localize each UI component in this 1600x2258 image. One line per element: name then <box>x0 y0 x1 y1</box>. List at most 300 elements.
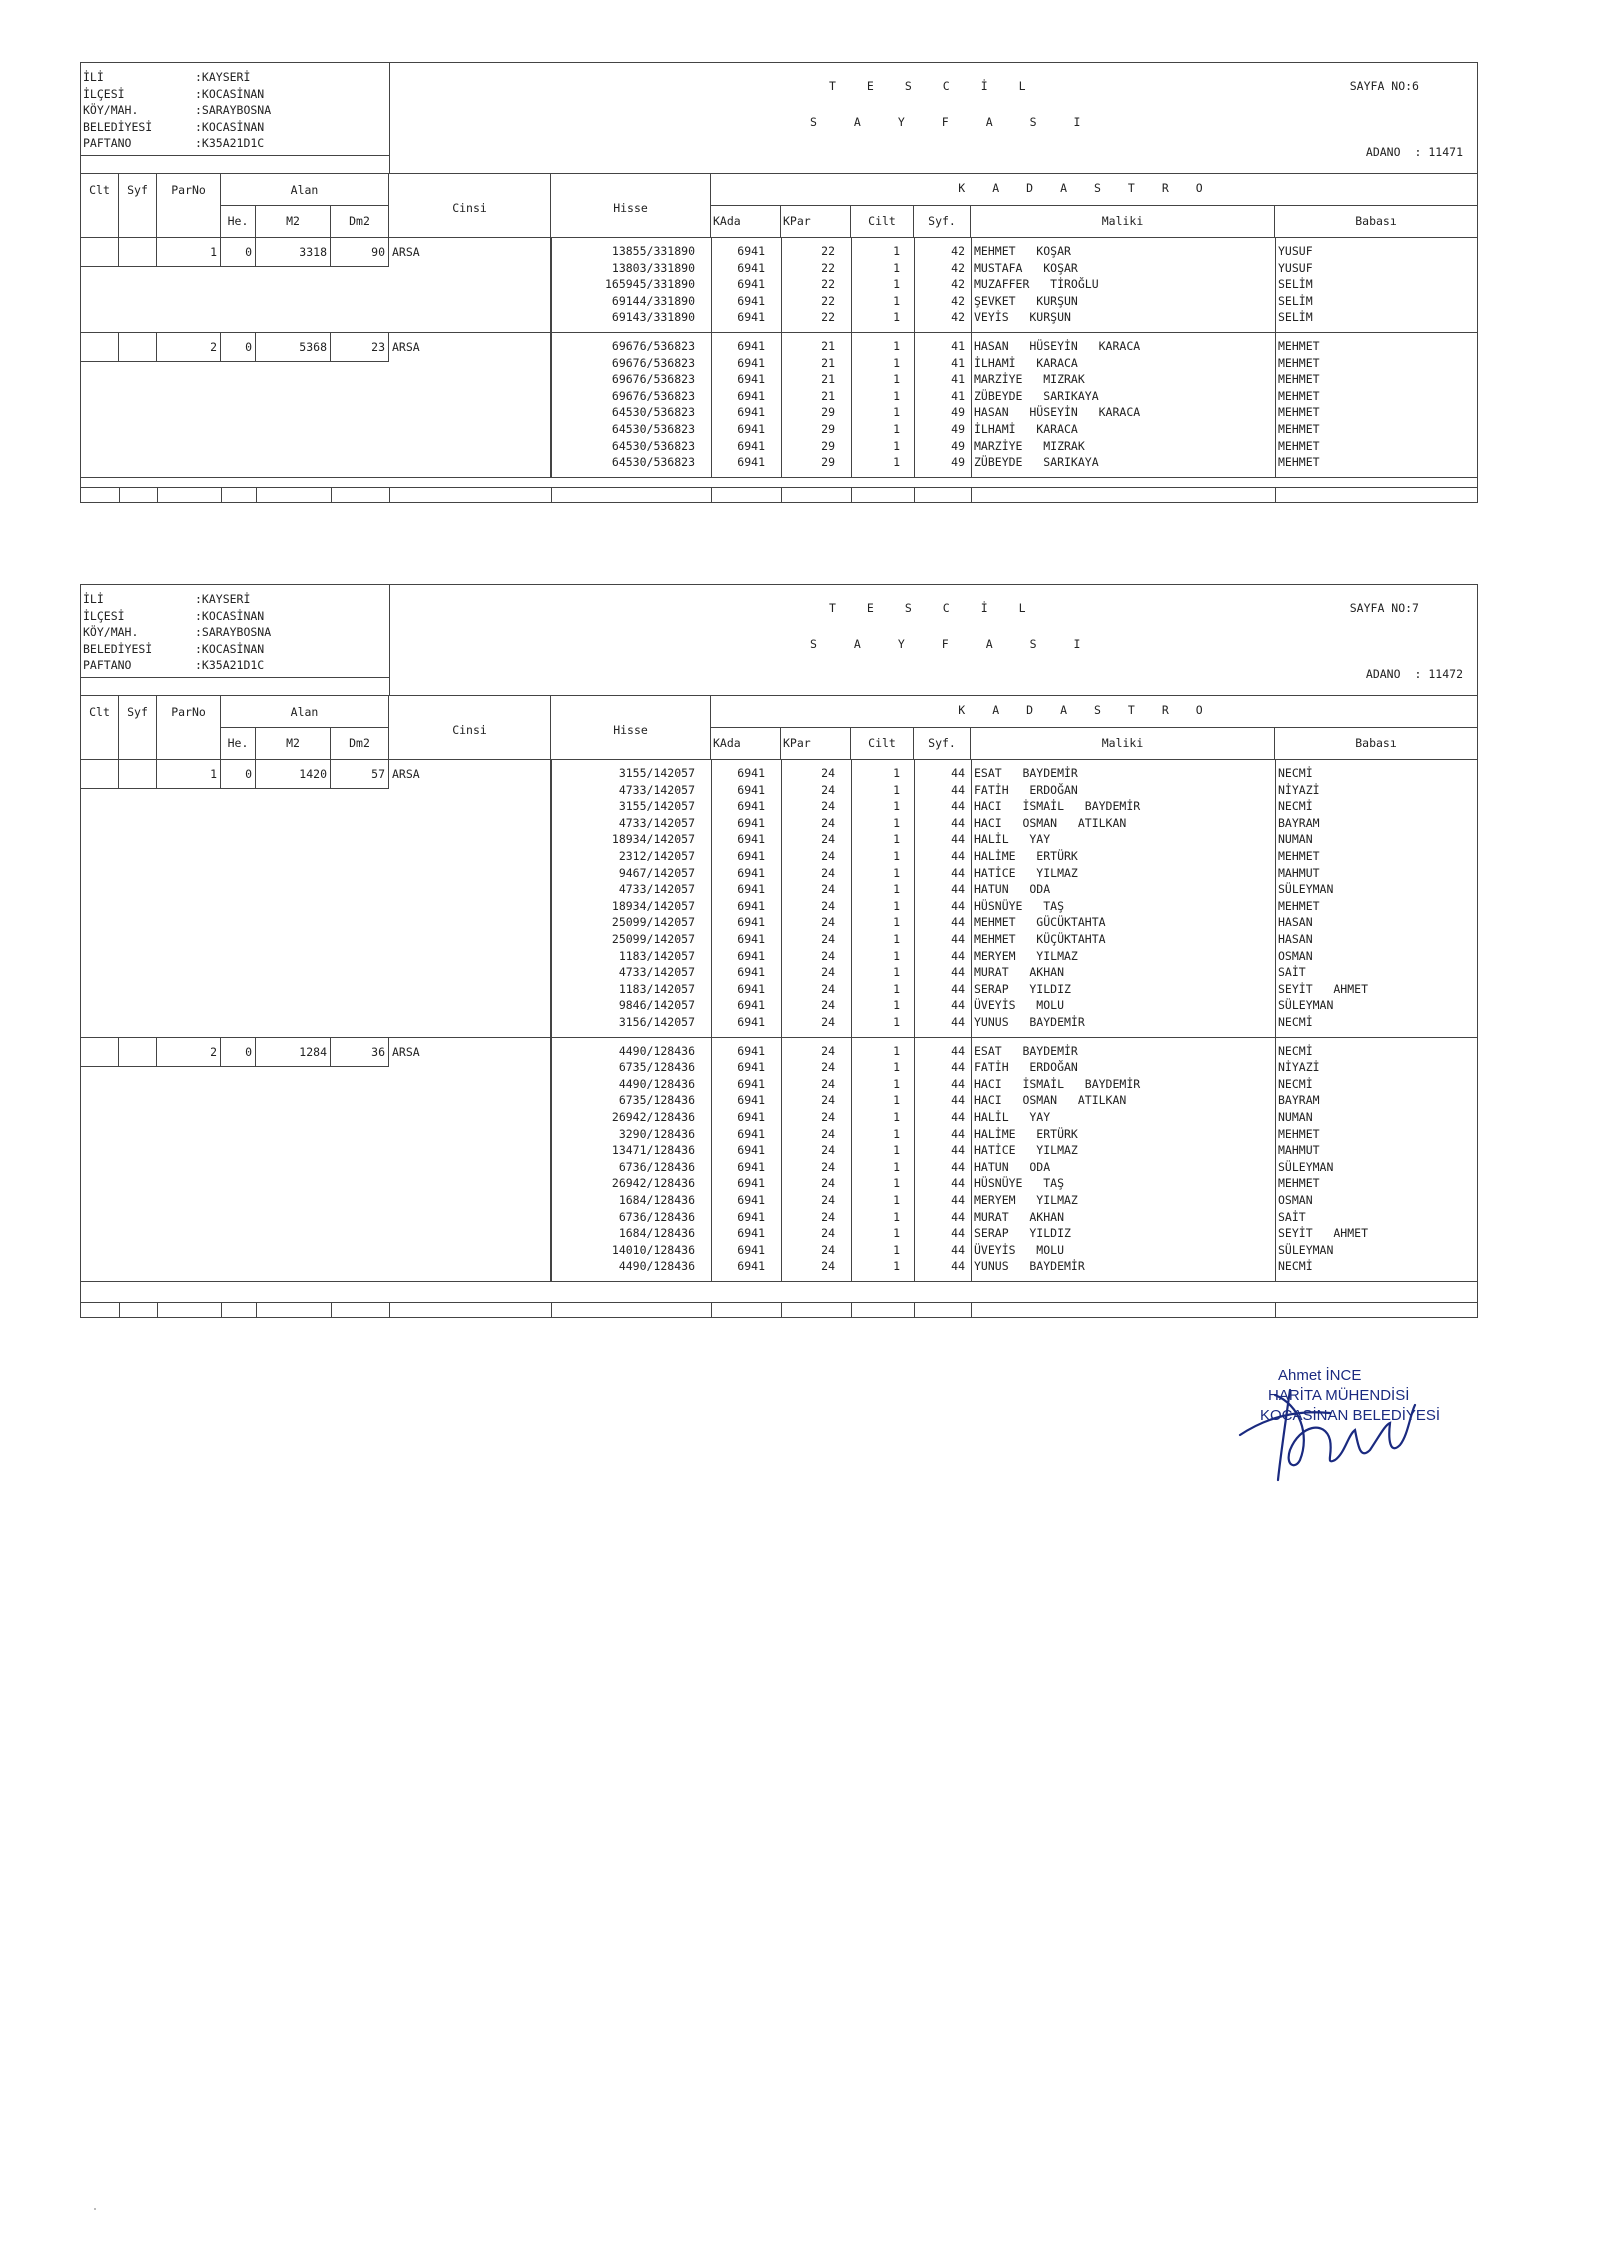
owner-maliki: HASAN HÜSEYİN KARACA <box>974 405 1141 420</box>
column-headers <box>81 695 1477 760</box>
owner-kada: 6941 <box>737 948 765 963</box>
column-rule <box>711 1303 712 1317</box>
owner-maliki: FATİH ERDOĞAN <box>974 1060 1078 1075</box>
owner-kada: 6941 <box>737 965 765 980</box>
parcel-row <box>81 332 1477 478</box>
owner-syf: 44 <box>951 782 965 797</box>
owner-hisse: 3155/142057 <box>618 799 695 814</box>
col-he <box>221 727 256 759</box>
owner-babasi: YUSUF <box>1278 244 1313 258</box>
owner-hisse: 69676/536823 <box>611 388 695 403</box>
owner-maliki: MEHMET KOŞAR <box>974 244 1071 258</box>
column-rule <box>331 488 332 502</box>
column-rule <box>221 488 222 502</box>
column-headers <box>81 173 1477 238</box>
owner-hisse: 4733/142057 <box>618 965 695 980</box>
column-rule <box>1275 488 1276 502</box>
table-footer-row <box>81 487 1477 502</box>
info-divider <box>81 677 389 678</box>
info-key: PAFTANO <box>83 658 132 672</box>
owner-babasi: MEHMET <box>1278 898 1320 913</box>
owner-kpar: 24 <box>821 1060 835 1075</box>
owner-kpar: 21 <box>821 355 835 370</box>
info-key: İLÇESİ <box>83 608 125 623</box>
column-rule <box>781 1303 782 1317</box>
owner-kada: 6941 <box>737 832 765 847</box>
owner-babasi: NİYAZİ <box>1278 782 1320 797</box>
col-syf2 <box>914 727 971 759</box>
owner-kada: 6941 <box>737 782 765 797</box>
col-syf2 <box>914 205 971 237</box>
owner-cilt: 1 <box>893 981 900 996</box>
col-kpar-label: KPar <box>783 214 811 228</box>
owner-syf: 44 <box>951 799 965 814</box>
sheet-title <box>389 585 1477 695</box>
col-kadastro <box>711 173 1477 205</box>
col-m2 <box>256 205 331 237</box>
owner-hisse: 26942/128436 <box>611 1109 695 1124</box>
owner-syf: 49 <box>951 405 965 420</box>
owner-hisse: 165945/331890 <box>604 277 695 292</box>
owner-babasi: MEHMET <box>1278 422 1320 436</box>
owner-kpar: 24 <box>821 1126 835 1141</box>
owner-syf: 44 <box>951 1060 965 1075</box>
col-babasi-label: Babası <box>1355 214 1397 228</box>
owner-syf: 42 <box>951 293 965 308</box>
info-key: KÖY/MAH. <box>83 103 139 117</box>
owner-maliki: MURAT AKHAN <box>974 1209 1065 1224</box>
owner-kpar: 24 <box>821 882 835 897</box>
owner-hisse: 2312/142057 <box>618 849 695 863</box>
owner-cilt: 1 <box>893 1259 900 1274</box>
owner-kpar: 24 <box>821 849 835 863</box>
owner-syf: 44 <box>951 965 965 980</box>
owner-kada: 6941 <box>737 998 765 1013</box>
column-rule <box>1275 1037 1276 1281</box>
owner-syf: 44 <box>951 932 965 946</box>
owner-babasi: HASAN <box>1278 932 1313 946</box>
owner-cilt: 1 <box>893 1126 900 1141</box>
owner-babasi: MEHMET <box>1278 372 1320 387</box>
owner-kpar: 24 <box>821 865 835 880</box>
owner-cilt: 1 <box>893 1143 900 1158</box>
owner-kada: 6941 <box>737 339 765 353</box>
sheet-header <box>81 63 1477 174</box>
owner-cilt: 1 <box>893 422 900 436</box>
owner-babasi: NUMAN <box>1278 832 1313 847</box>
info-value: :KOCASİNAN <box>195 86 265 101</box>
owner-maliki: HATİCE YILMAZ <box>974 865 1078 880</box>
owner-cilt: 1 <box>893 782 900 797</box>
owner-maliki: VEYİS KURŞUN <box>974 310 1071 325</box>
owner-kpar: 22 <box>821 260 835 275</box>
owner-kpar: 24 <box>821 766 835 780</box>
owner-maliki: ÜVEYİS MOLU <box>974 998 1065 1013</box>
info-key: PAFTANO <box>83 136 132 150</box>
owner-kpar: 29 <box>821 405 835 420</box>
owner-cilt: 1 <box>893 339 900 353</box>
table-footer-row <box>81 1302 1477 1317</box>
owner-kada: 6941 <box>737 1159 765 1174</box>
parcel-empty-cell <box>81 332 119 362</box>
column-rule <box>781 488 782 502</box>
column-rule <box>119 1303 120 1317</box>
owner-hisse: 4490/128436 <box>618 1259 695 1274</box>
owner-cilt: 1 <box>893 1176 900 1191</box>
owner-hisse: 4733/142057 <box>618 882 695 897</box>
col-parno-label: ParNo <box>171 183 206 197</box>
owner-kada: 6941 <box>737 1043 765 1058</box>
owner-maliki: HALİL YAY <box>974 832 1051 847</box>
owner-maliki: HÜSNÜYE TAŞ <box>974 1176 1065 1191</box>
owner-cilt: 1 <box>893 455 900 470</box>
owner-babasi: NECMİ <box>1278 766 1313 780</box>
col-m2-label: M2 <box>286 736 300 750</box>
owner-babasi: OSMAN <box>1278 948 1313 963</box>
registry-sheet <box>80 584 1478 1318</box>
page-number: SAYFA NO:7 <box>1349 601 1419 615</box>
parcel-parno: 2 <box>157 332 221 362</box>
owner-maliki: HALİL YAY <box>974 1109 1051 1124</box>
owner-cilt: 1 <box>893 1192 900 1207</box>
parcel-row <box>81 237 1477 333</box>
owner-kpar: 24 <box>821 1109 835 1124</box>
col-cinsi <box>389 173 551 237</box>
info-value: :KOCASİNAN <box>195 119 265 134</box>
owner-kada: 6941 <box>737 422 765 436</box>
col-maliki <box>971 727 1275 759</box>
title-tescil: TESCİL <box>829 79 1057 93</box>
ada-label: ADANO <box>1365 667 1401 681</box>
owner-kada: 6941 <box>737 1259 765 1274</box>
owner-babasi: NECMİ <box>1278 1259 1313 1274</box>
info-key: BELEDİYESİ <box>83 119 153 134</box>
owner-maliki: YUNUS BAYDEMİR <box>974 1015 1085 1029</box>
title-sayfasi: SAYFASI <box>810 115 1118 129</box>
owner-kada: 6941 <box>737 260 765 275</box>
owner-kada: 6941 <box>737 293 765 308</box>
owner-syf: 42 <box>951 310 965 325</box>
owner-kada: 6941 <box>737 1015 765 1029</box>
column-rule <box>256 1303 257 1317</box>
owner-maliki: HATUN ODA <box>974 882 1051 897</box>
owner-hisse: 1183/142057 <box>618 981 695 996</box>
parcel-empty-cell <box>119 332 157 362</box>
owner-babasi: MEHMET <box>1278 849 1320 863</box>
owner-kpar: 29 <box>821 455 835 470</box>
owner-hisse: 4490/128436 <box>618 1076 695 1091</box>
owner-kada: 6941 <box>737 1192 765 1207</box>
owner-syf: 44 <box>951 1143 965 1158</box>
col-alan-label: Alan <box>290 705 319 719</box>
owner-cilt: 1 <box>893 1043 900 1058</box>
parcel-he: 0 <box>221 332 256 362</box>
info-value: :K35A21D1C <box>195 136 265 150</box>
parcel-cinsi: ARSA <box>389 759 551 1037</box>
owner-hisse: 69144/331890 <box>611 293 695 308</box>
owner-cilt: 1 <box>893 915 900 930</box>
column-rule <box>1275 1303 1276 1317</box>
col-clt-label: Clt <box>89 705 110 719</box>
owner-cilt: 1 <box>893 1159 900 1174</box>
ada-value: : 11472 <box>1414 667 1463 681</box>
owner-cilt: 1 <box>893 998 900 1013</box>
owner-hisse: 3155/142057 <box>618 766 695 780</box>
owner-babasi: SÜLEYMAN <box>1278 1242 1334 1257</box>
owner-kpar: 22 <box>821 310 835 325</box>
owner-babasi: NECMİ <box>1278 799 1313 814</box>
owner-cilt: 1 <box>893 293 900 308</box>
ada-label: ADANO <box>1365 145 1401 159</box>
parcel-empty-cell <box>119 759 157 789</box>
owner-kada: 6941 <box>737 1060 765 1075</box>
owner-cilt: 1 <box>893 1076 900 1091</box>
col-clt <box>81 173 119 237</box>
owner-babasi: MEHMET <box>1278 1176 1320 1191</box>
owner-hisse: 1183/142057 <box>618 948 695 963</box>
owner-hisse: 3290/128436 <box>618 1126 695 1141</box>
owner-syf: 44 <box>951 1192 965 1207</box>
page-number: SAYFA NO:6 <box>1349 79 1419 93</box>
owner-babasi: SEYİT AHMET <box>1278 981 1369 996</box>
owner-hisse: 64530/536823 <box>611 405 695 420</box>
owner-maliki: MUSTAFA KOŞAR <box>974 260 1078 275</box>
sheet-title <box>389 63 1477 173</box>
owner-kpar: 21 <box>821 388 835 403</box>
parcel-dm2: 90 <box>331 237 389 267</box>
column-rule <box>221 1303 222 1317</box>
info-key: KÖY/MAH. <box>83 625 139 639</box>
signer-name: Ahmet İNCE <box>1278 1367 1362 1384</box>
owner-kpar: 24 <box>821 782 835 797</box>
owner-kpar: 24 <box>821 1076 835 1091</box>
owner-cilt: 1 <box>893 882 900 897</box>
owner-syf: 41 <box>951 355 965 370</box>
owner-kpar: 29 <box>821 438 835 453</box>
owner-syf: 49 <box>951 422 965 436</box>
col-alan <box>221 173 389 205</box>
owner-kada: 6941 <box>737 1109 765 1124</box>
owner-hisse: 64530/536823 <box>611 422 695 436</box>
col-syf-label: Syf <box>127 705 148 719</box>
owner-kpar: 24 <box>821 1192 835 1207</box>
owner-syf: 49 <box>951 455 965 470</box>
col-m2 <box>256 727 331 759</box>
owner-maliki: ZÜBEYDE SARIKAYA <box>974 455 1099 470</box>
column-rule <box>711 488 712 502</box>
owner-hisse: 4733/142057 <box>618 815 695 830</box>
owner-kada: 6941 <box>737 766 765 780</box>
owner-kpar: 24 <box>821 1176 835 1191</box>
owner-kada: 6941 <box>737 405 765 420</box>
owner-kada: 6941 <box>737 849 765 863</box>
owner-babasi: NUMAN <box>1278 1109 1313 1124</box>
col-dm2-label: Dm2 <box>349 736 370 750</box>
owner-cilt: 1 <box>893 260 900 275</box>
owner-cilt: 1 <box>893 372 900 387</box>
parcel-m2: 1420 <box>256 759 331 789</box>
owner-kpar: 24 <box>821 898 835 913</box>
owner-hisse: 13471/128436 <box>611 1143 695 1158</box>
owner-hisse: 64530/536823 <box>611 438 695 453</box>
owner-kada: 6941 <box>737 1226 765 1241</box>
owner-kada: 6941 <box>737 388 765 403</box>
handwritten-signature <box>1230 1365 1460 1495</box>
owner-kada: 6941 <box>737 1093 765 1108</box>
col-kpar-label: KPar <box>783 736 811 750</box>
col-syf-label: Syf <box>127 183 148 197</box>
owner-syf: 44 <box>951 882 965 897</box>
owner-babasi: MEHMET <box>1278 405 1320 420</box>
owner-hisse: 1684/128436 <box>618 1192 695 1207</box>
owner-kpar: 21 <box>821 339 835 353</box>
owner-hisse: 9846/142057 <box>618 998 695 1013</box>
col-clt-label: Clt <box>89 183 110 197</box>
owner-babasi: MEHMET <box>1278 388 1320 403</box>
col-cilt-label: Cilt <box>868 214 896 228</box>
ada-value: : 11471 <box>1414 145 1463 159</box>
column-rule <box>119 488 120 502</box>
column-rule <box>971 332 972 477</box>
owner-hisse: 69676/536823 <box>611 339 695 353</box>
owner-cilt: 1 <box>893 355 900 370</box>
owner-kada: 6941 <box>737 310 765 325</box>
owner-maliki: ESAT BAYDEMİR <box>974 1043 1078 1058</box>
col-alan <box>221 695 389 727</box>
owner-maliki: SERAP YILDIZ <box>974 981 1071 996</box>
col-dm2 <box>331 727 389 759</box>
owner-kpar: 24 <box>821 915 835 930</box>
parcel-parno: 2 <box>157 1037 221 1067</box>
owner-hisse: 13803/331890 <box>611 260 695 275</box>
owner-babasi: SAİT <box>1278 1209 1306 1224</box>
owner-kada: 6941 <box>737 1209 765 1224</box>
owner-kpar: 29 <box>821 422 835 436</box>
parcel-parno: 1 <box>157 237 221 267</box>
col-alan-label: Alan <box>290 183 319 197</box>
owner-maliki: HALİME ERTÜRK <box>974 1126 1078 1141</box>
owner-babasi: SELİM <box>1278 277 1313 292</box>
owner-maliki: İLHAMİ KARACA <box>974 355 1078 370</box>
owner-hisse: 69143/331890 <box>611 310 695 325</box>
owner-babasi: SAİT <box>1278 965 1306 980</box>
col-dm2 <box>331 205 389 237</box>
owner-maliki: MARZİYE MIZRAK <box>974 372 1085 387</box>
owner-syf: 44 <box>951 998 965 1013</box>
owner-babasi: MEHMET <box>1278 355 1320 370</box>
column-rule <box>256 488 257 502</box>
owner-cilt: 1 <box>893 388 900 403</box>
parcel-dm2: 57 <box>331 759 389 789</box>
owner-hisse: 69676/536823 <box>611 355 695 370</box>
owner-kpar: 22 <box>821 244 835 258</box>
owner-hisse: 14010/128436 <box>611 1242 695 1257</box>
info-value: :KOCASİNAN <box>195 641 265 656</box>
owner-babasi: MAHMUT <box>1278 865 1320 880</box>
owner-kpar: 24 <box>821 981 835 996</box>
info-key: İLİ <box>83 592 104 606</box>
column-rule <box>389 1303 390 1317</box>
column-rule <box>971 759 972 1037</box>
owner-cilt: 1 <box>893 1060 900 1075</box>
parcel-m2: 3318 <box>256 237 331 267</box>
owner-syf: 42 <box>951 260 965 275</box>
col-hisse-label: Hisse <box>613 201 648 215</box>
owner-syf: 44 <box>951 1176 965 1191</box>
owner-cilt: 1 <box>893 310 900 325</box>
owner-kpar: 24 <box>821 1043 835 1058</box>
owner-kpar: 24 <box>821 1226 835 1241</box>
parcel-cinsi: ARSA <box>389 1037 551 1281</box>
col-kada-label: KAda <box>713 214 741 228</box>
col-maliki-label: Maliki <box>1101 214 1144 228</box>
owner-maliki: MEHMET KÜÇÜKTAHTA <box>974 932 1106 946</box>
owner-maliki: İLHAMİ KARACA <box>974 422 1078 436</box>
col-parno <box>157 695 221 759</box>
owner-maliki: MEHMET GÜCÜKTAHTA <box>974 915 1106 930</box>
owner-maliki: HACI İSMAİL BAYDEMİR <box>974 799 1141 814</box>
owner-kada: 6941 <box>737 1076 765 1091</box>
owner-maliki: MUZAFFER TİROĞLU <box>974 277 1099 292</box>
owner-syf: 44 <box>951 898 965 913</box>
col-babasi <box>1275 727 1477 759</box>
owner-maliki: ZÜBEYDE SARIKAYA <box>974 388 1099 403</box>
owner-hisse: 6736/128436 <box>618 1159 695 1174</box>
owner-maliki: SERAP YILDIZ <box>974 1226 1071 1241</box>
owner-syf: 44 <box>951 832 965 847</box>
owner-kada: 6941 <box>737 898 765 913</box>
owner-cilt: 1 <box>893 898 900 913</box>
owner-kpar: 21 <box>821 372 835 387</box>
column-rule <box>551 488 552 502</box>
owner-syf: 42 <box>951 244 965 258</box>
owner-cilt: 1 <box>893 277 900 292</box>
owner-cilt: 1 <box>893 1093 900 1108</box>
owner-cilt: 1 <box>893 815 900 830</box>
owner-kada: 6941 <box>737 372 765 387</box>
col-maliki-label: Maliki <box>1101 736 1144 750</box>
signer-org: KOCASİNAN BELEDİYESİ <box>1260 1407 1441 1424</box>
col-babasi <box>1275 205 1477 237</box>
location-info <box>81 63 390 173</box>
owner-hisse: 9467/142057 <box>618 865 695 880</box>
owner-maliki: FATİH ERDOĞAN <box>974 782 1078 797</box>
parcel-row <box>81 1037 1477 1282</box>
owner-babasi: BAYRAM <box>1278 815 1320 830</box>
col-syf <box>119 173 157 237</box>
owner-syf: 44 <box>951 948 965 963</box>
ada-number <box>1366 145 1463 159</box>
parcel-row <box>81 759 1477 1038</box>
owner-kada: 6941 <box>737 244 765 258</box>
owner-hisse: 3156/142057 <box>618 1015 695 1029</box>
owner-kpar: 24 <box>821 815 835 830</box>
signature-stamp <box>1230 1365 1460 1495</box>
owner-babasi: MEHMET <box>1278 438 1320 453</box>
owner-kpar: 24 <box>821 799 835 814</box>
col-parno <box>157 173 221 237</box>
col-kada-label: KAda <box>713 736 741 750</box>
col-kpar <box>781 727 851 759</box>
owner-cilt: 1 <box>893 405 900 420</box>
owner-kpar: 22 <box>821 293 835 308</box>
owner-cilt: 1 <box>893 1242 900 1257</box>
owner-kpar: 24 <box>821 948 835 963</box>
owner-babasi: MAHMUT <box>1278 1143 1320 1158</box>
column-rule <box>157 1303 158 1317</box>
owner-hisse: 64530/536823 <box>611 455 695 470</box>
parcel-m2: 5368 <box>256 332 331 362</box>
